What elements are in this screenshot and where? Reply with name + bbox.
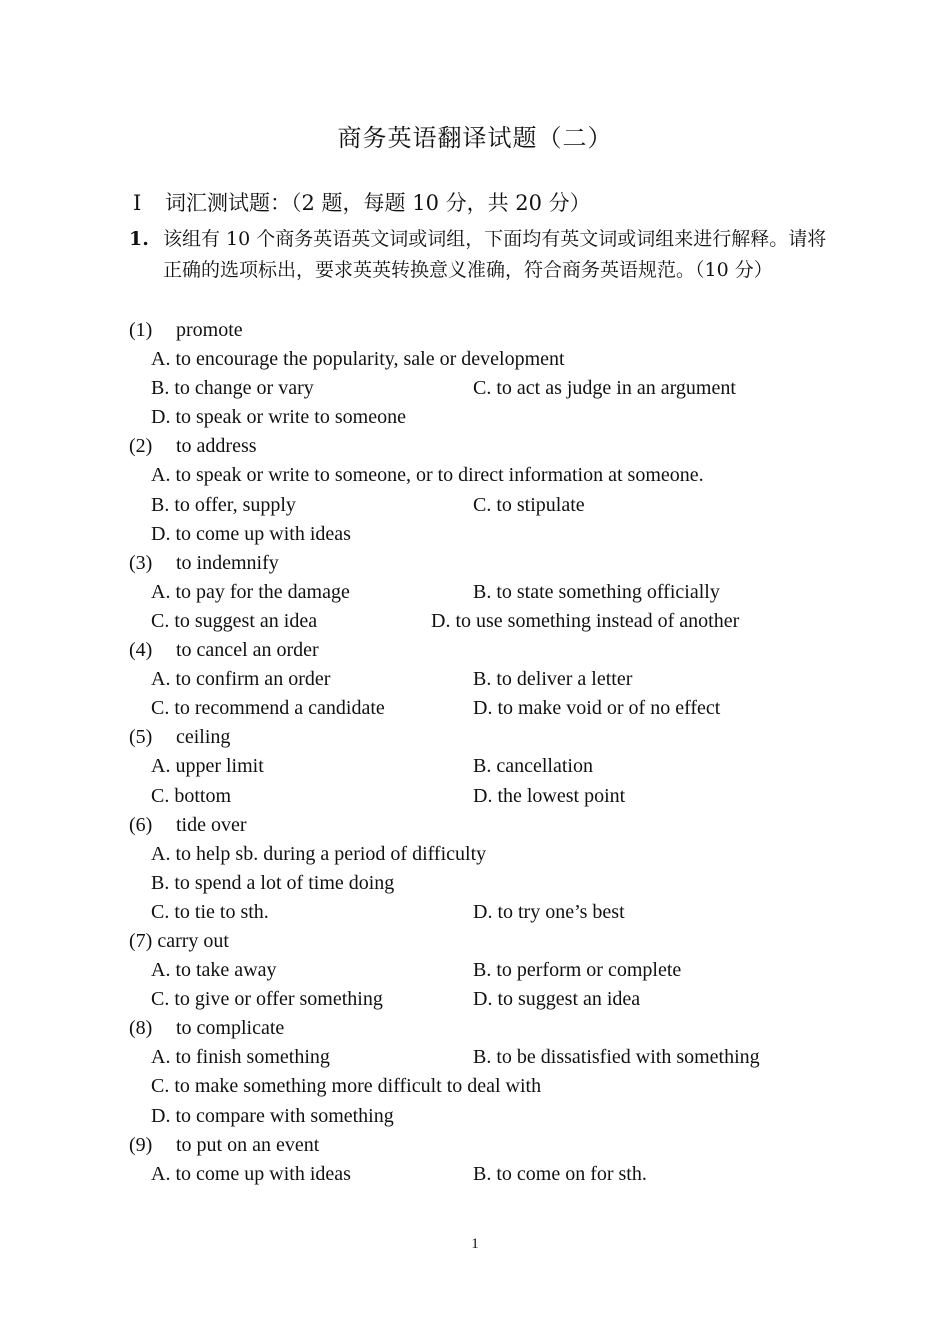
question-item	[129, 1014, 829, 1043]
option-row	[129, 985, 829, 1014]
option-row	[129, 345, 829, 374]
question-number: (3)	[129, 551, 153, 574]
section-heading-text: 词汇测试题：（2 题，每题 10 分，共 20 分）	[165, 191, 591, 215]
question-number: (8)	[129, 1017, 153, 1040]
option: A. to help sb. during a period of difficulty	[151, 842, 487, 865]
question-term: promote	[176, 319, 243, 341]
question-number: (9)	[129, 1133, 153, 1156]
instruction-text: 该组有 10 个商务英语英文词或词组，下面均有英文词或词组来进行解释。请将正确的选项标出，要求英英转换意义准确，符合商务英语规范。（10 分）	[163, 228, 827, 281]
option: A. to take away	[151, 959, 277, 982]
instruction-number: 1.	[129, 228, 149, 250]
option: A. to speak or write to someone, or to direct information at someone.	[151, 464, 704, 487]
option-row	[129, 1072, 829, 1101]
document-title: 商务英语翻译试题（二）	[337, 124, 613, 152]
option: B. to state something officially	[473, 580, 720, 603]
question-instruction	[129, 224, 829, 286]
question-term: to complicate	[176, 1017, 285, 1040]
option-row	[129, 520, 829, 549]
question-item	[129, 432, 829, 461]
option: A. to finish something	[151, 1046, 330, 1069]
question-term: to cancel an order	[176, 639, 319, 662]
question-number: (1)	[129, 319, 153, 341]
question-term: to address	[176, 435, 257, 458]
option: D. to come up with ideas	[151, 522, 351, 545]
option-row	[129, 782, 829, 811]
question-item	[129, 549, 829, 578]
option: C. to stipulate	[473, 493, 585, 516]
question-item	[129, 1131, 829, 1160]
option: C. to tie to sth.	[151, 900, 269, 923]
question-number: (2)	[129, 435, 153, 458]
option: C. to give or offer something	[151, 988, 383, 1011]
option-row	[129, 461, 829, 490]
option-row	[129, 1102, 829, 1131]
option-row	[129, 374, 829, 403]
question-item	[129, 723, 829, 752]
option: D. to use something instead of another	[431, 609, 740, 632]
option: D. to speak or write to someone	[151, 406, 406, 429]
option: B. to offer, supply	[151, 493, 296, 516]
option-row	[129, 752, 829, 781]
option-row	[129, 956, 829, 985]
option: A. to confirm an order	[151, 668, 331, 691]
option: D. the lowest point	[473, 784, 626, 807]
question-item	[129, 636, 829, 665]
option: C. bottom	[151, 784, 232, 807]
question-number: (4)	[129, 639, 153, 662]
option: B. to be dissatisfied with something	[473, 1046, 760, 1069]
option: B. to perform or complete	[473, 959, 682, 982]
option: B. to come on for sth.	[473, 1162, 647, 1185]
option: A. to encourage the popularity, sale or development	[151, 348, 565, 371]
option: A. to pay for the damage	[151, 580, 350, 603]
option-row	[129, 1160, 829, 1189]
option-row	[129, 869, 829, 898]
question-list	[129, 316, 829, 1189]
question-number: (6)	[129, 813, 153, 836]
option: B. cancellation	[473, 755, 593, 778]
question-item	[129, 811, 829, 840]
option-row	[129, 1043, 829, 1072]
option: D. to suggest an idea	[473, 988, 641, 1011]
option: D. to compare with something	[151, 1104, 394, 1127]
option: C. to make something more difficult to deal with	[151, 1075, 542, 1098]
option: B. to deliver a letter	[473, 668, 633, 691]
option: C. to act as judge in an argument	[473, 377, 736, 400]
option: A. to come up with ideas	[151, 1162, 351, 1185]
question-number: (7)	[129, 929, 153, 952]
option: D. to make void or of no effect	[473, 697, 721, 720]
option: B. to spend a lot of time doing	[151, 871, 395, 894]
question-item	[129, 316, 829, 345]
section-heading	[133, 187, 591, 217]
option-row	[129, 578, 829, 607]
section-roman-numeral: Ⅰ	[133, 191, 142, 215]
option-row	[129, 665, 829, 694]
question-term: to indemnify	[176, 551, 279, 574]
question-number: (5)	[129, 726, 153, 749]
option: C. to recommend a candidate	[151, 697, 385, 720]
option: C. to suggest an idea	[151, 609, 318, 632]
option-row	[129, 491, 829, 520]
option-row	[129, 694, 829, 723]
question-term: to put on an event	[176, 1133, 320, 1156]
option: B. to change or vary	[151, 377, 314, 400]
option-row	[129, 403, 829, 432]
page-number: 1	[471, 1236, 479, 1252]
question-term: tide over	[176, 813, 247, 836]
question-item	[129, 927, 829, 956]
option-row	[129, 898, 829, 927]
question-term: ceiling	[176, 726, 231, 749]
option: A. upper limit	[151, 755, 264, 778]
option-row	[129, 607, 829, 636]
option-row	[129, 840, 829, 869]
question-term: carry out	[157, 929, 229, 952]
option: D. to try one’s best	[473, 900, 625, 923]
